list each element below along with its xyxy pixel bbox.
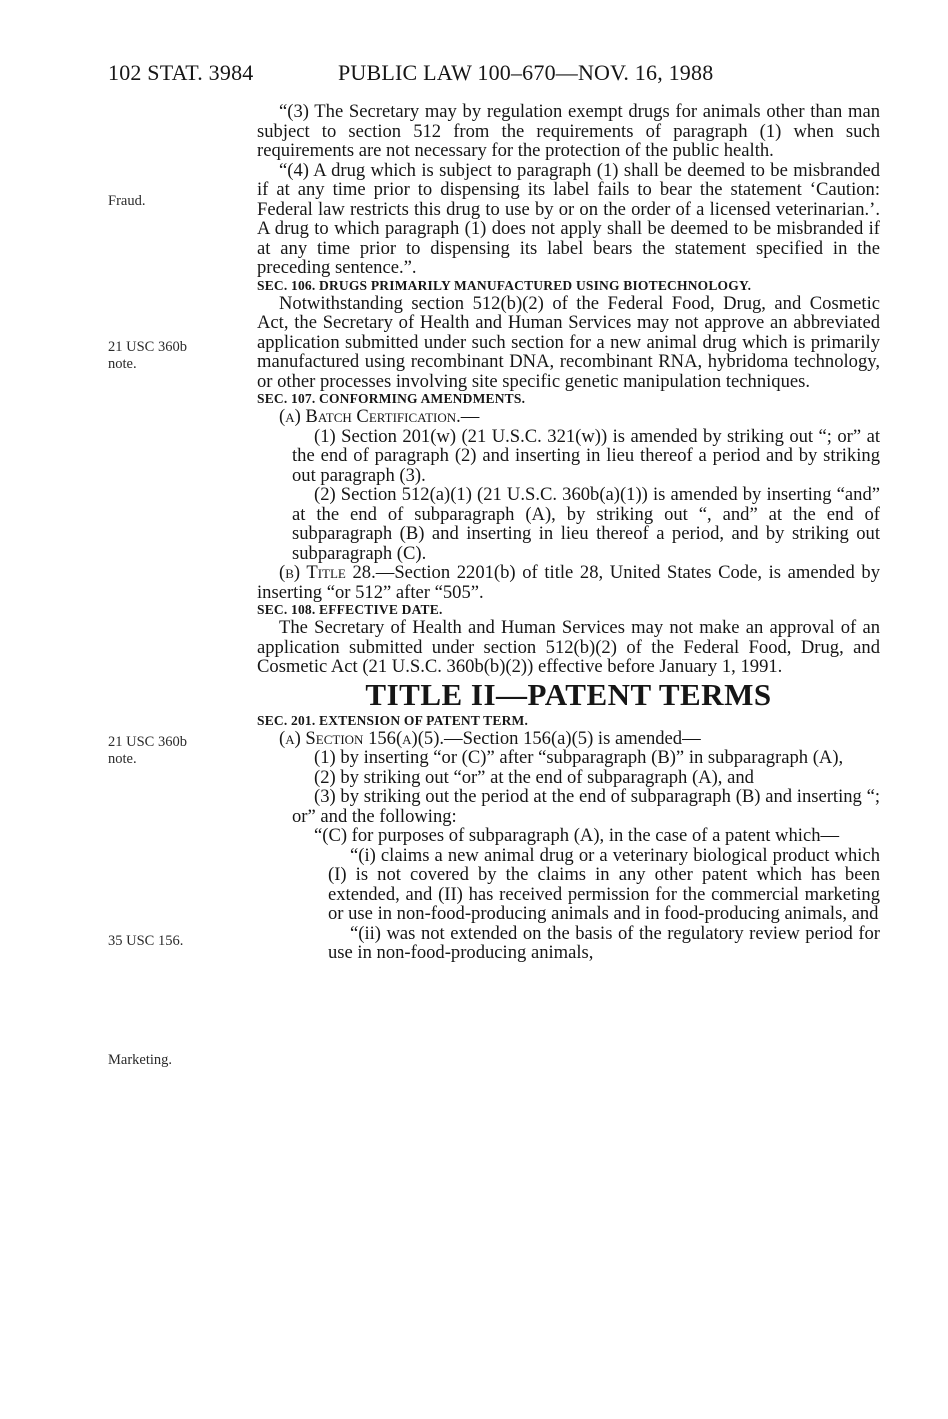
subsection-label: (a) Batch Certification.— — [279, 406, 480, 427]
section-106-text: Notwithstanding section 512(b)(2) of the Federal Food, Drug, and Cosmetic Act, the Secretary of Health and Human Services may not approve an abbreviated application submitted under such section for a new animal drug which is primarily manufactured using recombinant DNA, recombinant RNA, hybridoma technology, or other processes involving site specific genetic manipulation techniques. — [257, 292, 880, 392]
clause-ii: “(ii) was not extended on the basis of the regulatory review period for use in non-food-producing animals, — [328, 922, 880, 963]
paragraph-3: “(3) The Secretary may by regulation exempt drugs for animals other than man subject to section 512 from the requirements of paragraph (1) when such requirements are not necessary for the protection of the public health. — [257, 101, 880, 161]
clause-i: “(i) claims a new animal drug or a veterinary biological product which (I) is not covered by the claims in any other patent which has been extended, and (II) has received permission for the commercial marketing or use in non-food-producing animals and in food-producing animals, and — [328, 844, 880, 924]
section-108-heading: SEC. 108. EFFECTIVE DATE. — [257, 602, 443, 617]
subsection-label: (a) Section 156(a)(5).— — [279, 727, 463, 749]
running-header: PUBLIC LAW 100–670—NOV. 16, 1988 — [338, 60, 714, 85]
paragraph-4: “(4) A drug which is subject to paragraph (1) shall be deemed to be misbranded if at any time prior to dispensing its label fails to bear the statement ‘Caution: Federal law restricts this drug to use by or on the order of a licensed veterinarian.’. A drug to which paragraph (1) does not apply shall be deemed to be misbranded if at any time prior to dispensing its label bears the statement specified in the preceding sentence.”. — [257, 159, 880, 278]
subsection-label: (b) Title 28.— — [279, 562, 395, 583]
subsection-text: Section 2201(b) of title 28, United States Code, is amended by inserting “or 512” after “505”. — [257, 562, 880, 603]
margin-note-usc-360b — [108, 339, 228, 373]
margin-note-line: note. — [108, 751, 137, 767]
paragraph-107-a-1: (1) Section 201(w) (21 U.S.C. 321(w)) is amended by striking out “; or” at the end of paragraph (2) and inserting in lieu thereof a period and by striking out paragraph (3). — [292, 425, 880, 486]
paragraph-201-a-1: (1) by inserting “or (C)” after “subparagraph (B)” in subparagraph (A), — [314, 747, 844, 768]
subsection-201-a — [257, 729, 880, 749]
document-body — [257, 102, 880, 963]
margin-note-usc-156 — [108, 933, 228, 950]
subsection-text: Section 156(a)(5) is amended— — [462, 727, 701, 749]
title-heading: TITLE II—PATENT TERMS — [365, 676, 772, 712]
section-106-heading: SEC. 106. DRUGS PRIMARILY MANUFACTURED USING BIOTECHNOLOGY. — [257, 277, 752, 293]
margin-note-usc-360b-2 — [108, 734, 228, 768]
margin-note-fraud — [108, 193, 228, 210]
subsection-107-b — [257, 563, 880, 602]
subsection-107-a — [257, 407, 880, 427]
subparagraph-C: “(C) for purposes of subparagraph (A), in the case of a patent which— — [314, 825, 840, 846]
margin-note-line: 21 USC 360b — [108, 734, 187, 750]
margin-note-line: 21 USC 360b — [108, 339, 187, 355]
section-201-heading: SEC. 201. EXTENSION OF PATENT TERM. — [257, 712, 529, 728]
paragraph-201-a-2: (2) by striking out “or” at the end of subparagraph (A), and — [314, 766, 754, 788]
page-stat-number: 102 STAT. 3984 — [108, 60, 254, 85]
paragraph-107-a-2: (2) Section 512(a)(1) (21 U.S.C. 360b(a)(1)) is amended by inserting “and” at the end of subparagraph (A), by striking out “, and” at the end of subparagraph (B) and inserting in lieu thereof a period, and by striking out subparagraph (C). — [292, 484, 880, 564]
margin-note-line: note. — [108, 356, 137, 372]
paragraph-201-a-3: (3) by striking out the period at the end of subparagraph (B) and inserting “; or” and the following: — [292, 786, 880, 827]
margin-note-text: Fraud. — [108, 193, 146, 209]
margin-note-marketing — [108, 1052, 228, 1069]
margin-note-text: Marketing. — [108, 1052, 173, 1068]
section-107-heading: SEC. 107. CONFORMING AMENDMENTS. — [257, 391, 526, 406]
margin-note-text: 35 USC 156. — [108, 933, 184, 949]
section-108-text: The Secretary of Health and Human Services may not make an approval of an application submitted under section 512(b)(2) of the Federal Food, Drug, and Cosmetic Act (21 U.S.C. 360b(b)(2)) effective before January 1, 1991. — [257, 617, 880, 677]
